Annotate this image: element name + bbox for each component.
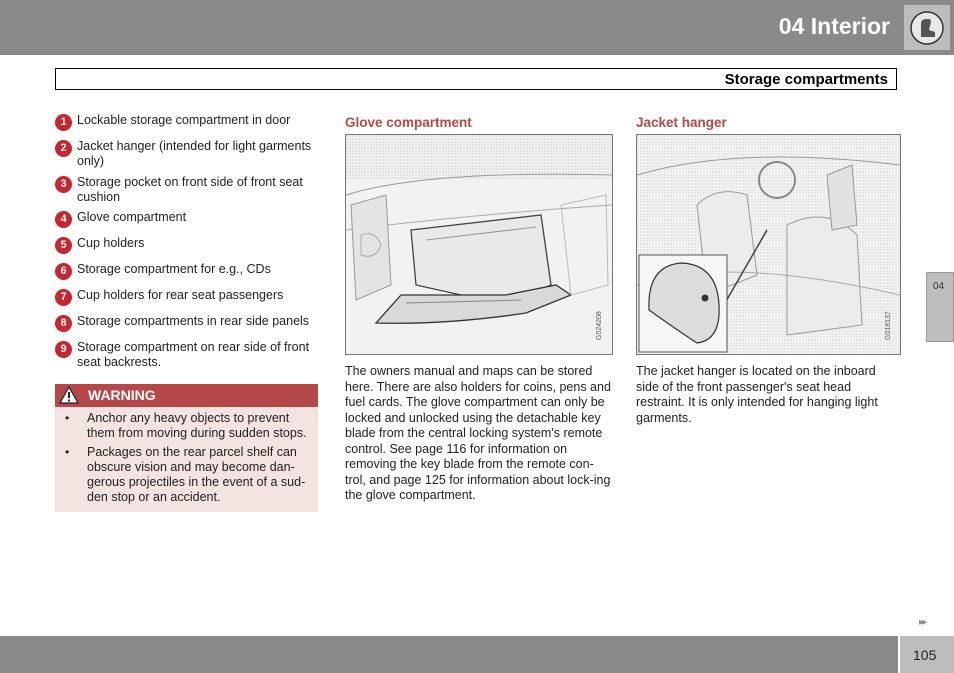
bullet-dot: •	[65, 445, 70, 459]
section-title: Storage compartments	[724, 71, 888, 88]
next-page-arrows-icon[interactable]: ▸▸	[919, 617, 926, 628]
glove-body-text: The owners manual and maps can be stored here. There are also holders for coins, pens and fuel cards. The glove compartment can only be locked and unlocked using the detachable key blade from the central locking system's remote control. See page 116 for information on removing the key blade from the remote con-trol, and page 125 for information about lock-ing the glove compartment.	[345, 364, 611, 502]
list-item	[55, 236, 320, 254]
list-item	[55, 175, 320, 205]
side-tab-label: 04	[933, 281, 945, 292]
section-header	[55, 68, 897, 90]
warning-triangle-icon	[59, 386, 79, 407]
footer-bar	[0, 636, 898, 673]
glove-heading: Glove compartment	[345, 115, 472, 130]
warning-box	[55, 384, 318, 512]
number-badge: 1	[55, 114, 72, 131]
list-item-text: Cup holders	[77, 236, 145, 250]
header-bar	[0, 0, 954, 55]
list-item-text: Storage compartment for e.g., CDs	[77, 262, 271, 276]
number-badge: 2	[55, 140, 72, 157]
number-badge: 6	[55, 263, 72, 280]
figure-code: G018137	[885, 311, 892, 340]
list-item	[55, 340, 320, 370]
page-number-box	[900, 636, 954, 673]
number-badge: 4	[55, 211, 72, 228]
warning-bullet-text: Anchor any heavy objects to prevent them from moving during sudden stops.	[87, 411, 307, 440]
list-item-text: Glove compartment	[77, 210, 187, 224]
figure-code: G024208	[596, 311, 603, 340]
list-item-text: Jacket hanger (intended for light garments only)	[77, 139, 312, 168]
warning-header	[55, 384, 318, 407]
number-badge: 5	[55, 237, 72, 254]
number-badge: 7	[55, 289, 72, 306]
list-item-text: Storage compartment on rear side of front seat backrests.	[77, 340, 310, 369]
jacket-heading: Jacket hanger	[636, 115, 727, 130]
bullet-dot: •	[65, 411, 70, 425]
number-badge: 9	[55, 341, 72, 358]
chapter-title: 04 Interior	[778, 13, 890, 39]
chapter-side-tab[interactable]	[926, 272, 954, 342]
number-badge: 3	[55, 176, 72, 193]
list-item	[55, 262, 320, 280]
list-item	[55, 314, 320, 332]
number-badge: 8	[55, 315, 72, 332]
list-item-text: Lockable storage compartment in door	[77, 113, 291, 127]
list-item	[55, 113, 320, 131]
list-item-text: Cup holders for rear seat passengers	[77, 288, 284, 302]
warning-bullet-text: Packages on the rear parcel shelf can obscure vision and may become dan-gerous projectiles in the event of a sud-den stop or an accident.	[87, 445, 306, 504]
jacket-body-text: The jacket hanger is located on the inboard side of the front passenger's seat head restraint. It is only intended for hanging light garments.	[636, 364, 878, 425]
seat-icon	[904, 5, 950, 50]
warning-label: WARNING	[88, 387, 156, 403]
page-number: 105	[913, 647, 937, 663]
list-item-text: Storage compartments in rear side panels	[77, 314, 310, 328]
list-item	[55, 210, 320, 228]
list-item	[55, 139, 320, 169]
list-item	[55, 288, 320, 306]
glove-compartment-illustration	[345, 134, 613, 355]
list-item-text: Storage pocket on front side of front seat cushion	[77, 175, 303, 204]
jacket-hanger-illustration	[636, 134, 901, 355]
